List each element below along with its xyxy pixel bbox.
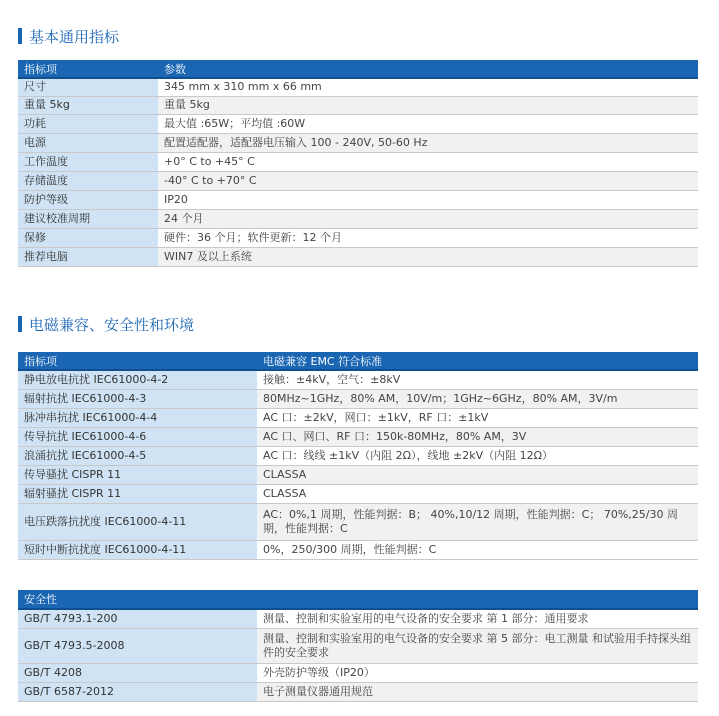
spec-key: 建议校准周期 (18, 209, 158, 228)
table-header-row (18, 590, 698, 609)
section-title-emc (18, 314, 194, 334)
spec-key: 辐射抗扰 IEC61000-4-3 (18, 389, 257, 408)
header-cell: 电磁兼容 EMC 符合标准 (257, 352, 698, 370)
spec-value: 24 个月 (158, 209, 698, 228)
spec-key: 存储温度 (18, 171, 158, 190)
table-row (18, 427, 698, 446)
spec-key: 电压跌落抗扰度 IEC61000-4-11 (18, 503, 257, 540)
spec-key: 短时中断抗扰度 IEC61000-4-11 (18, 540, 257, 559)
spec-key: GB/T 4208 (18, 663, 257, 682)
spec-key: 传导骚扰 CISPR 11 (18, 465, 257, 484)
header-cell: 参数 (158, 60, 698, 78)
table-row (18, 465, 698, 484)
spec-value: 测量、控制和实验室用的电气设备的安全要求 第 5 部分：电工测量 和试验用手持探头组件的安全要求 (257, 628, 698, 663)
spec-key: 脉冲串抗扰 IEC61000-4-4 (18, 408, 257, 427)
basic-specs-table (18, 60, 698, 267)
table-row (18, 209, 698, 228)
spec-value: 测量、控制和实验室用的电气设备的安全要求 第 1 部分：通用要求 (257, 609, 698, 628)
spec-key: 传导抗扰 IEC61000-4-6 (18, 427, 257, 446)
spec-value: 80MHz~1GHz，80% AM，10V/m；1GHz~6GHz，80% AM，3V/m (257, 389, 698, 408)
spec-key: 工作温度 (18, 152, 158, 171)
spec-value: +0° C to +45° C (158, 152, 698, 171)
title-bar-icon (18, 316, 22, 332)
header-cell: 指标项 (18, 352, 257, 370)
emc-table (18, 352, 698, 560)
spec-key: 防护等级 (18, 190, 158, 209)
spec-value: 硬件：36 个月；软件更新：12 个月 (158, 228, 698, 247)
spec-key: 浪涌抗扰 IEC61000-4-5 (18, 446, 257, 465)
spec-value: CLASSA (257, 484, 698, 503)
table-row (18, 133, 698, 152)
table-row (18, 663, 698, 682)
table-row (18, 408, 698, 427)
title-bar-icon (18, 28, 22, 44)
table-row (18, 228, 698, 247)
table-row (18, 484, 698, 503)
spec-key: 电源 (18, 133, 158, 152)
table-row (18, 171, 698, 190)
table-row (18, 389, 698, 408)
spec-value: AC 口、网口、RF 口：150k-80MHz，80% AM，3V (257, 427, 698, 446)
spec-value: CLASSA (257, 465, 698, 484)
table-row (18, 190, 698, 209)
header-cell: 指标项 (18, 60, 158, 78)
table-row (18, 628, 698, 663)
spec-value: 最大值 :65W；平均值 :60W (158, 114, 698, 133)
section-title-text: 基本通用指标 (29, 27, 120, 46)
table-row (18, 370, 698, 389)
spec-value: 重量 5kg (158, 96, 698, 114)
table-header-row (18, 352, 698, 370)
spec-key: GB/T 4793.5-2008 (18, 628, 257, 663)
table-row (18, 609, 698, 628)
spec-value: AC：0%,1 周期，性能判据：B； 40%,10/12 周期，性能判据：C； 70%,25/30 周期，性能判据：C (257, 503, 698, 540)
table-row (18, 78, 698, 96)
table-header-row (18, 60, 698, 78)
section-title-text: 电磁兼容、安全性和环境 (29, 315, 195, 334)
spec-value: AC 口：线线 ±1kV（内阻 2Ω），线地 ±2kV（内阻 12Ω） (257, 446, 698, 465)
spec-key: GB/T 6587-2012 (18, 682, 257, 701)
spec-value: 345 mm x 310 mm x 66 mm (158, 78, 698, 96)
table-row (18, 247, 698, 266)
section-title-basic (18, 26, 119, 46)
table-row (18, 152, 698, 171)
spec-value: AC 口：±2kV，网口：±1kV，RF 口：±1kV (257, 408, 698, 427)
spec-value: 0%，250/300 周期，性能判据：C (257, 540, 698, 559)
table-row (18, 682, 698, 701)
table-row (18, 114, 698, 133)
spec-value: 接触：±4kV，空气：±8kV (257, 370, 698, 389)
spec-key: 尺寸 (18, 78, 158, 96)
spec-value: 电子测量仪器通用规范 (257, 682, 698, 701)
spec-value: 配置适配器，适配器电压输入 100 - 240V, 50-60 Hz (158, 133, 698, 152)
spec-key: 静电放电抗扰 IEC61000-4-2 (18, 370, 257, 389)
spec-key: 推荐电脑 (18, 247, 158, 266)
header-cell: 安全性 (18, 590, 698, 609)
spec-key: 功耗 (18, 114, 158, 133)
spec-key: 辐射骚扰 CISPR 11 (18, 484, 257, 503)
spec-value: 外壳防护等级（IP20） (257, 663, 698, 682)
table-row (18, 503, 698, 540)
table-row (18, 540, 698, 559)
table-row (18, 446, 698, 465)
spec-key: GB/T 4793.1-200 (18, 609, 257, 628)
table-row (18, 96, 698, 114)
spec-key: 保修 (18, 228, 158, 247)
spec-key: 重量 5kg (18, 96, 158, 114)
spec-value: -40° C to +70° C (158, 171, 698, 190)
spec-value: IP20 (158, 190, 698, 209)
spec-value: WIN7 及以上系统 (158, 247, 698, 266)
safety-table (18, 590, 698, 702)
